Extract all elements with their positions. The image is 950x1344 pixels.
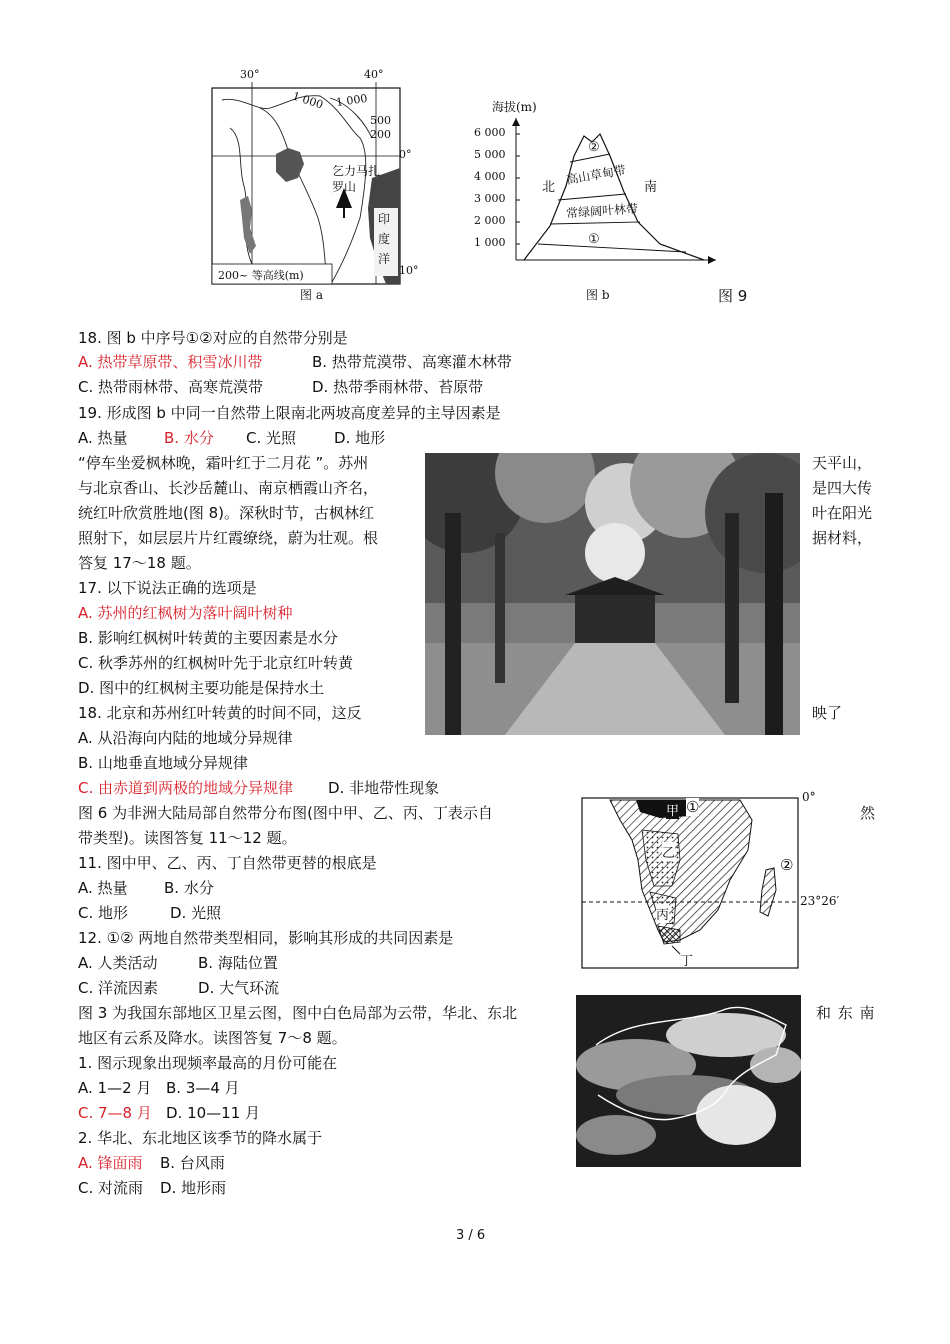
figure-a-map [200, 68, 419, 308]
q18a-option-c: C. 热带雨林带、高寒荒漠带 [78, 378, 264, 396]
contour-label-3: 500 [370, 114, 391, 127]
south-label: 南 [644, 180, 658, 195]
q19-option-d: D. 地形 [334, 429, 386, 447]
satellite-drawing [576, 995, 801, 1167]
q12-stem: 12. ①② 两地自然带类型相同，影响其形成的共同因素是 [78, 929, 454, 947]
mountain-label-2: 罗山 [332, 180, 357, 194]
cloud-passage-line-2: 地区有云系及降水。读图答复 7～8 题。 [78, 1029, 347, 1047]
maple-forest-photo [425, 453, 800, 735]
lat-label-tropic: 23°26′ [800, 894, 840, 908]
marker-2: ② [588, 140, 600, 155]
north-label: 北 [542, 180, 556, 195]
q17-option-b: B. 影响红枫树叶转黄的主要因素是水分 [78, 629, 338, 647]
zone-jia: 甲 [666, 800, 679, 819]
q2-stem: 2. 华北、东北地区该季节的降水属于 [78, 1129, 323, 1147]
q18b-option-d: D. 非地带性现象 [328, 779, 440, 797]
y-tick-4000: 4 000 [474, 170, 506, 183]
q17-stem: 17. 以下说法正确的选项是 [78, 579, 257, 597]
africa-passage-line-1: 图 6 为非洲大陆局部自然带分布图(图中甲、乙、丙、丁表示自 [78, 804, 493, 822]
q17-option-d: D. 图中的红枫树主要功能是保持水土 [78, 679, 325, 697]
contour-label-4: 200 [370, 128, 391, 141]
q12-option-d: D. 大气环流 [198, 979, 280, 997]
lon-label-30: 30° [240, 68, 260, 81]
mountain-label-1: 乞力马扎 [332, 164, 381, 178]
q12-option-c: C. 洋流因素 [78, 979, 159, 997]
q18b-option-a: A. 从沿海向内陆的地域分异规律 [78, 729, 293, 747]
q19-stem: 19. 形成图 b 中同一自然带上限南北两坡高度差异的主导因素是 [78, 404, 501, 422]
figure-a-caption: 图 a [300, 288, 323, 302]
q18b-stem: 18. 北京和苏州红叶转黄的时间不同，这反 [78, 704, 362, 722]
maple-passage-line-4: 照射下，如层层片片红霞缭绕，蔚为壮观。根 [78, 529, 379, 547]
band-meadow: 高山草甸带 [565, 162, 627, 188]
q17-option-a: A. 苏州的红枫树为落叶阔叶树种 [78, 604, 293, 622]
marker-1-africa: ① [686, 798, 700, 816]
q11-option-c: C. 地形 [78, 904, 129, 922]
lat-label-0-africa: 0° [802, 790, 816, 804]
q18a-option-b: B. 热带荒漠带、高寒灌木林带 [312, 353, 512, 371]
contour-label-1: 1 000 [290, 89, 325, 112]
y-tick-1000: 1 000 [474, 236, 506, 249]
y-tick-2000: 2 000 [474, 214, 506, 227]
satellite-cloud-image [576, 995, 801, 1167]
africa-passage-line-2: 带类型)。读图答复 11～12 题。 [78, 829, 297, 847]
q2-option-d: D. 地形雨 [160, 1179, 227, 1197]
q1-option-b: B. 3—4 月 [166, 1079, 240, 1097]
maple-passage-line-3: 统红叶欣赏胜地(图 8)。深秋时节，古枫林红 [78, 504, 375, 522]
q18a-stem: 18. 图 b 中序号①②对应的自然带分别是 [78, 329, 348, 347]
q11-option-b: B. 水分 [164, 879, 214, 897]
zone-ding: 丁 [680, 954, 694, 969]
page-number: 3 / 6 [456, 1228, 486, 1243]
africa-zone-map [580, 790, 850, 970]
y-axis-title: 海拔(m) [492, 100, 537, 114]
q12-option-b: B. 海陆位置 [198, 954, 278, 972]
q1-stem: 1. 图示现象出现频率最高的月份可能在 [78, 1054, 338, 1072]
q18a-option-a: A. 热带草原带、积雪冰川带 [78, 353, 263, 371]
marker-1: ① [588, 232, 600, 247]
zone-bing: 丙 [656, 904, 669, 923]
q19-option-b: B. 水分 [164, 429, 214, 447]
q12-option-a: A. 人类活动 [78, 954, 158, 972]
q11-option-a: A. 热量 [78, 879, 128, 897]
q1-option-d: D. 10—11 月 [166, 1104, 261, 1122]
ocean-char-2: 度 [378, 232, 391, 246]
figure-b-profile [454, 96, 724, 308]
maple-passage-line-5: 答复 17～18 题。 [78, 554, 201, 572]
q2-option-a: A. 锋面雨 [78, 1154, 143, 1172]
figure-9-label: 图 9 [718, 287, 748, 305]
maple-passage-line-1-right: 天平山， [812, 454, 873, 472]
q17-option-c: C. 秋季苏州的红枫树叶先于北京红叶转黄 [78, 654, 354, 672]
q18b-stem-tail: 映了 [812, 704, 843, 722]
africa-map-drawing [580, 790, 850, 970]
cloud-passage-line-1-right: 和 东 南 [816, 1004, 875, 1022]
maple-passage-line-3-right: 叶在阳光 [812, 504, 873, 522]
figure-b-caption: 图 b [586, 288, 610, 302]
band-forest: 常绿阔叶林带 [565, 201, 639, 221]
maple-passage-line-4-right: 据材料， [812, 529, 873, 547]
cloud-passage-line-1: 图 3 为我国东部地区卫星云图，图中白色局部为云带，华北、东北 [78, 1004, 518, 1022]
q18a-option-d: D. 热带季雨林带、苔原带 [312, 378, 484, 396]
y-tick-3000: 3 000 [474, 192, 506, 205]
q2-option-b: B. 台风雨 [160, 1154, 225, 1172]
contour-legend: 200~ 等高线(m) [218, 269, 304, 282]
y-tick-5000: 5 000 [474, 148, 506, 161]
lat-label-10: 10° [399, 264, 419, 277]
ocean-char-1: 印 [378, 212, 391, 226]
maple-passage-line-2-right: 是四大传 [812, 479, 873, 497]
lon-label-40: 40° [364, 68, 384, 81]
q19-option-a: A. 热量 [78, 429, 128, 447]
ocean-char-3: 洋 [378, 252, 391, 266]
q1-option-a: A. 1—2 月 [78, 1079, 152, 1097]
marker-2-africa: ② [780, 856, 794, 874]
contour-label-2: 1 000 [335, 91, 369, 110]
q18b-option-c: C. 由赤道到两极的地域分异规律 [78, 779, 294, 797]
maple-passage-line-2: 与北京香山、长沙岳麓山、南京栖霞山齐名， [78, 479, 379, 497]
y-tick-6000: 6 000 [474, 126, 506, 139]
maple-passage-line-1: “停车坐爱枫林晚，霜叶红于二月花 ”。苏州 [78, 454, 369, 472]
zone-yi: 乙 [662, 842, 675, 861]
q2-option-c: C. 对流雨 [78, 1179, 144, 1197]
q11-option-d: D. 光照 [170, 904, 222, 922]
lat-label-0: 0° [399, 148, 412, 161]
q18b-option-b: B. 山地垂直地域分异规律 [78, 754, 248, 772]
africa-passage-line-1-right: 然 [860, 804, 876, 822]
q11-stem: 11. 图中甲、乙、丙、丁自然带更替的根底是 [78, 854, 377, 872]
maple-photo-drawing [425, 453, 800, 735]
q1-option-c: C. 7—8 月 [78, 1104, 152, 1122]
q19-option-c: C. 光照 [246, 429, 297, 447]
